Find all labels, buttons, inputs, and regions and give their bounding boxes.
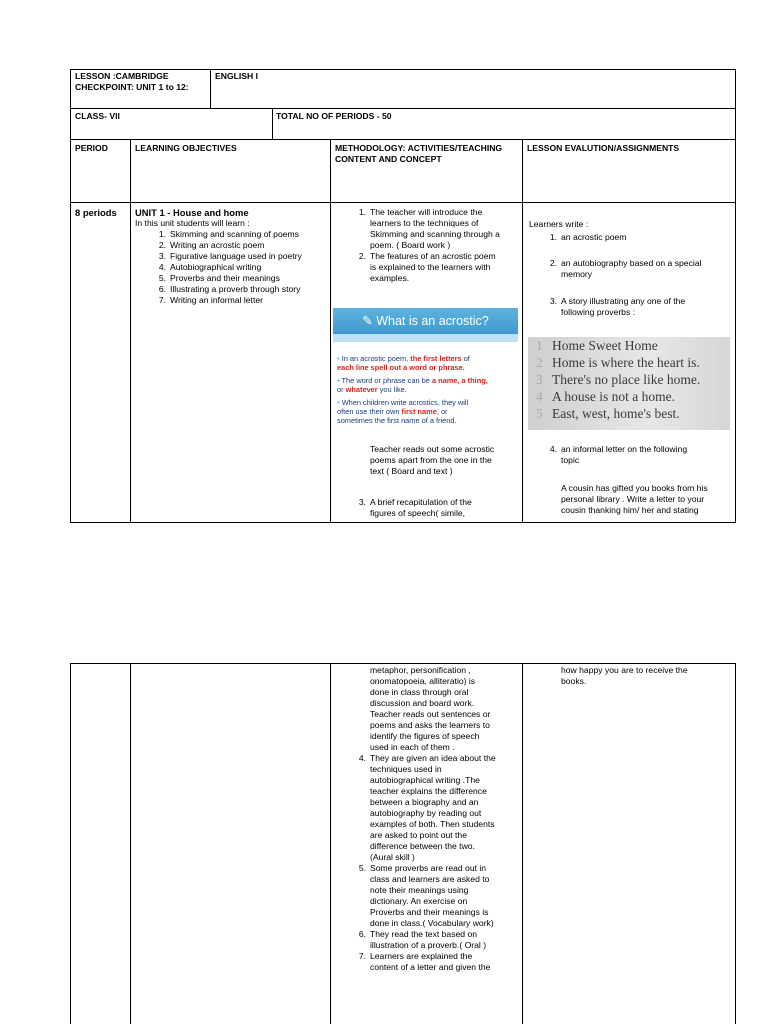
table-rule	[522, 139, 523, 523]
method-line: teacher explains the difference	[370, 786, 487, 796]
method-line: text ( Board and text )	[370, 466, 453, 476]
method-line: poem. ( Board work )	[370, 240, 451, 250]
method-line: techniques used in	[370, 764, 442, 774]
eval-text: A story illustrating any one of the	[561, 296, 686, 306]
column-header-methodology-line: METHODOLOGY: ACTIVITIES/TEACHING	[335, 143, 503, 153]
method-line: difference between the two.	[370, 841, 475, 851]
method-line: examples of both. Then students	[370, 819, 495, 829]
eval-item-2	[549, 258, 731, 280]
method-line: note their meanings using	[370, 885, 469, 895]
proverb-line: 5 East, west, home's best.	[536, 406, 680, 421]
proverb-line: 1 Home Sweet Home	[536, 338, 658, 353]
list-item: 4. an informal letter on the following topic	[561, 444, 731, 466]
eval-text: memory	[561, 269, 593, 279]
objective-text: Proverbs and their meanings	[170, 273, 280, 283]
column-header-objectives: LEARNING OBJECTIVES	[135, 143, 237, 153]
objective-text: Skimming and scanning of poems	[170, 229, 299, 239]
objectives-list	[158, 229, 330, 306]
list-item: 7. Learners are explained the content of a letter and given the	[370, 951, 522, 973]
proverb-text: Home is where the heart is.	[552, 355, 700, 370]
list-item: 3. A story illustrating any one of the following proverbs :	[561, 296, 731, 318]
column-header-methodology	[335, 143, 502, 165]
eval-text: an informal letter on the following	[561, 444, 688, 454]
acrostic-text: The word or phrase can be	[341, 376, 432, 385]
column-header-period: PERIOD	[75, 143, 108, 153]
eval-item-4-topic	[561, 483, 733, 516]
eval-item-4	[549, 444, 731, 466]
checkpoint-label: CHECKPOINT: UNIT 1 to 12:	[75, 82, 189, 92]
list-item: 3. Figurative language used in poetry	[158, 251, 302, 261]
bullet-icon: ▪	[337, 354, 340, 363]
methodology-cell-continued	[358, 665, 522, 973]
methodology-item-3	[358, 497, 522, 519]
eval-item-3	[549, 296, 731, 318]
objective-text: Writing an acrostic poem	[170, 240, 265, 250]
method-line: Skimming and scanning through a	[370, 229, 500, 239]
acrostic-text: When children write acrostics, they will	[341, 398, 469, 407]
acrostic-text: often use their own	[337, 407, 402, 416]
objective-text: Writing an informal letter	[170, 295, 263, 305]
method-line: poems and asks the learners to	[370, 720, 490, 730]
list-item: 2. an autobiography based on a special memory	[561, 258, 731, 280]
eval-text: topic	[561, 455, 580, 465]
eval-intro: Learners write :	[529, 219, 589, 229]
method-line: done in class.( Vocabulary work)	[370, 918, 494, 928]
eval-item-1	[549, 232, 731, 243]
learning-objectives-cell	[135, 207, 330, 306]
acrostic-text-highlight: each line spell out a word or phrase.	[337, 363, 465, 372]
list-item: 5. Some proverbs are read out in class and learners are asked to note their meanings using dictionary. An exercise on Proverbs and their meanings is done in class.( Vocabulary work)	[370, 863, 522, 929]
proverb-text: East, west, home's best.	[552, 406, 680, 421]
table-rule	[70, 202, 736, 203]
method-line: The teacher will introduce the	[370, 207, 483, 217]
method-line: illustration of a proverb.( Oral )	[370, 940, 487, 950]
eval-text: an acrostic poem	[561, 232, 627, 242]
list-item: 2. Writing an acrostic poem	[158, 240, 265, 250]
acrostic-slide-point	[337, 398, 516, 425]
list-item: 4. Autobiographical writing	[158, 262, 262, 272]
total-periods-label: TOTAL NO OF PERIODS - 50	[276, 111, 392, 121]
pencil-icon: ✎	[362, 314, 373, 328]
method-line: used in each of them .	[370, 742, 455, 752]
unit-intro: In this unit students will learn :	[135, 218, 250, 228]
eval-text: personal library . Write a letter to your	[561, 494, 705, 504]
method-line: A brief recapitulation of the	[370, 497, 472, 507]
method-line: discussion and board work.	[370, 698, 475, 708]
list-item: 1. Skimming and scanning of poems	[158, 229, 299, 239]
objective-text: Figurative language used in poetry	[170, 251, 302, 261]
list-item: 3. A brief recapitulation of the figures of speech( simile,	[370, 497, 522, 519]
acrostic-text: In an acrostic poem,	[341, 354, 411, 363]
table-rule	[330, 139, 331, 523]
eval-text: cousin thanking him/ her and stating	[561, 505, 699, 515]
eval-text: following proverbs :	[561, 307, 636, 317]
acrostic-text: you like.	[377, 385, 407, 394]
method-line: Learners are explained the	[370, 951, 473, 961]
proverb-line: 3 There's no place like home.	[536, 372, 701, 387]
method-line: between a biography and an	[370, 797, 479, 807]
method-line: is explained to the learners with	[370, 262, 491, 272]
list-item: 1. an acrostic poem	[549, 232, 627, 242]
method-line: Teacher reads out some acrostic	[370, 444, 495, 454]
acrostic-slide-point	[337, 376, 516, 394]
bullet-icon: ▪	[337, 398, 340, 407]
eval-list	[549, 232, 731, 243]
acrostic-text-highlight: whatever	[345, 385, 378, 394]
proverb-text: Home Sweet Home	[552, 338, 658, 353]
method-line: class and learners are asked to	[370, 874, 490, 884]
class-label: CLASS- VII	[75, 111, 120, 121]
table-rule	[272, 108, 273, 139]
method-line: onomatopoeia, alliteratio) is	[370, 676, 476, 686]
acrostic-slide-title: What is an acrostic?	[376, 314, 489, 328]
method-line: autobiographical writing .The	[370, 775, 480, 785]
list-item: 5. Proverbs and their meanings	[158, 273, 280, 283]
method-line: Some proverbs are read out in	[370, 863, 487, 873]
methodology-list	[358, 207, 522, 284]
table-rule	[522, 663, 523, 1024]
list-item: 7. Writing an informal letter	[158, 295, 263, 305]
method-line: learners to the techniques of	[370, 218, 479, 228]
method-line: dictionary. An exercise on	[370, 896, 468, 906]
method-line: metaphor, personification ,	[370, 665, 471, 675]
subject-label: ENGLISH I	[215, 71, 258, 81]
eval-text: an autobiography based on a special	[561, 258, 702, 268]
proverb-text: There's no place like home.	[552, 372, 701, 387]
column-header-evaluation: LESSON EVALUTION/ASSIGNMENTS	[527, 143, 680, 153]
objective-text: Autobiographical writing	[170, 262, 262, 272]
methodology-list	[358, 753, 522, 973]
list-item: 2. The features of an acrostic poem is explained to the learners with examples.	[370, 251, 522, 284]
acrostic-text: sometimes the first name of a friend.	[337, 416, 457, 425]
eval-text: A cousin has gifted you books from his	[561, 483, 708, 493]
method-line: They are given an idea about the	[370, 753, 496, 763]
acrostic-text: or	[337, 385, 346, 394]
method-line: are asked to point out the	[370, 830, 467, 840]
eval-list	[549, 258, 731, 280]
list-item: 6. Illustrating a proverb through story	[158, 284, 301, 294]
method-line: (Aural skill )	[370, 852, 415, 862]
unit-title: UNIT 1 - House and home	[135, 207, 249, 218]
method-line: They read the text based on	[370, 929, 478, 939]
method-line: figures of speech( simile,	[370, 508, 466, 518]
proverb-line: 2 Home is where the heart is.	[536, 355, 700, 370]
method-line: poems apart from the one in the	[370, 455, 492, 465]
column-header-methodology-line: CONTENT AND CONCEPT	[335, 154, 442, 164]
acrostic-text-highlight: first name	[401, 407, 437, 416]
method-line: autobiography by reading out	[370, 808, 482, 818]
method-reads-note	[370, 444, 522, 477]
method-line: examples.	[370, 273, 410, 283]
acrostic-slide-point	[337, 354, 516, 372]
table-rule	[130, 663, 131, 1024]
method-line: content of a letter and given the	[370, 962, 491, 972]
list-item: 1. The teacher will introduce the learners to the techniques of Skimming and scanning through a poem. ( Board work )	[370, 207, 522, 251]
eval-text: books.	[561, 676, 587, 686]
proverb-text: A house is not a home.	[552, 389, 675, 404]
acrostic-slide-banner	[333, 308, 518, 342]
period-value: 8 periods	[75, 207, 117, 218]
table-rule	[130, 139, 131, 523]
table-rule	[330, 663, 331, 1024]
method-line: Teacher reads out sentences or	[370, 709, 491, 719]
acrostic-text: of	[461, 354, 470, 363]
method-line: The features of an acrostic poem	[370, 251, 496, 261]
acrostic-slide-image	[333, 308, 518, 436]
methodology-cell	[358, 207, 522, 284]
method-line: identify the figures of speech	[370, 731, 480, 741]
method-line: done in class through oral	[370, 687, 469, 697]
proverb-line: 4 A house is not a home.	[536, 389, 675, 404]
eval-cell-continued	[561, 665, 733, 687]
list-item: 6. They read the text based on illustration of a proverb.( Oral )	[370, 929, 522, 951]
acrostic-text-highlight: a name, a thing,	[431, 376, 488, 385]
objective-text: Illustrating a proverb through story	[170, 284, 301, 294]
acrostic-text-highlight: the first letters	[410, 354, 462, 363]
method-line: Proverbs and their meanings is	[370, 907, 489, 917]
acrostic-text: , or	[436, 407, 448, 416]
lesson-label: LESSON :CAMBRIDGE	[75, 71, 169, 81]
bullet-icon: ▪	[337, 376, 340, 385]
eval-list	[549, 296, 731, 318]
table-rule	[210, 69, 211, 108]
eval-text: how happy you are to receive the	[561, 665, 688, 675]
table-rule	[70, 108, 736, 109]
table-rule	[70, 139, 736, 140]
eval-list	[549, 444, 731, 466]
methodology-list	[358, 497, 522, 519]
list-item: 4. They are given an idea about the techniques used in autobiographical writing .The teacher explains the difference between a biography and an autobiography by reading out examples of both. Then students are asked to point out the difference between the two. (Aural skill )	[370, 753, 522, 863]
proverbs-photo	[528, 337, 730, 430]
